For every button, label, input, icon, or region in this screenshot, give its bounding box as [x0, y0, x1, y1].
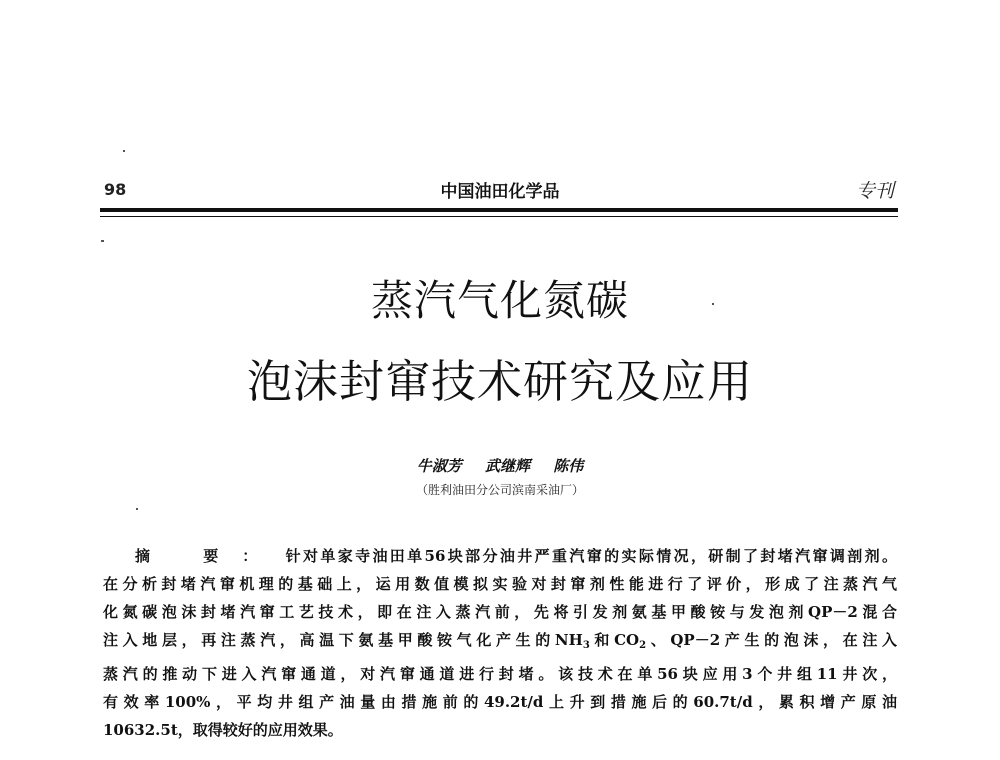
abstract-line: 蒸汽的推动下进入汽窜通道，对汽窜通道进行封堵。该技术在单56块应用3个井组11井次，	[103, 665, 897, 683]
abstract-text: 注入地层，再注蒸汽，高温下氨基甲酸铵气化产生的NH	[103, 631, 583, 649]
running-header	[100, 170, 900, 210]
abstract-line: 在分析封堵汽窜机理的基础上，运用数值模拟实验对封窜剂性能进行了评价，形成了注蒸汽气	[103, 575, 897, 593]
article-title-line-2: 泡沫封窜技术研究及应用	[246, 355, 753, 408]
abstract-label: 摘 要：	[135, 547, 282, 565]
abstract-line: 化氮碳泡沫封堵汽窜工艺技术，即在注入蒸汽前，先将引发剂氨基甲酸铵与发泡剂QP－2混合	[103, 603, 897, 621]
scan-speck	[136, 508, 138, 510]
subscript: 2	[639, 640, 647, 651]
abstract-line: 10632.5t，取得较好的应用效果。	[103, 721, 343, 739]
special-issue-label: 专刊	[855, 180, 894, 202]
abstract	[103, 542, 897, 744]
page-number: 98	[104, 180, 127, 199]
affiliation: （胜利油田分公司滨南采油厂）	[415, 483, 584, 497]
author-list: 牛淑芳 武继辉 陈伟	[416, 457, 584, 475]
abstract-line: 有效率100%，平均井组产油量由措施前的49.2t/d上升到措施后的60.7t/d，累积增产原油	[103, 693, 897, 711]
abstract-line	[103, 542, 897, 570]
header-rule-thin	[100, 216, 898, 217]
abstract-text: 、QP－2产生的泡沫，在注入	[646, 631, 897, 649]
abstract-text: 针对单家寺油田单56块部分油井严重汽窜的实际情况，研制了封堵汽窜调剖剂。	[283, 547, 897, 565]
subscript: 3	[582, 640, 590, 651]
scan-speck	[123, 150, 125, 152]
abstract-line	[103, 626, 897, 660]
scan-speck	[101, 240, 104, 242]
abstract-text: 和CO	[589, 631, 640, 649]
header-rule-thick	[100, 208, 898, 212]
article-title-line-1: 蒸汽气化氮碳	[370, 276, 629, 325]
journal-name: 中国油田化学品	[440, 182, 560, 202]
